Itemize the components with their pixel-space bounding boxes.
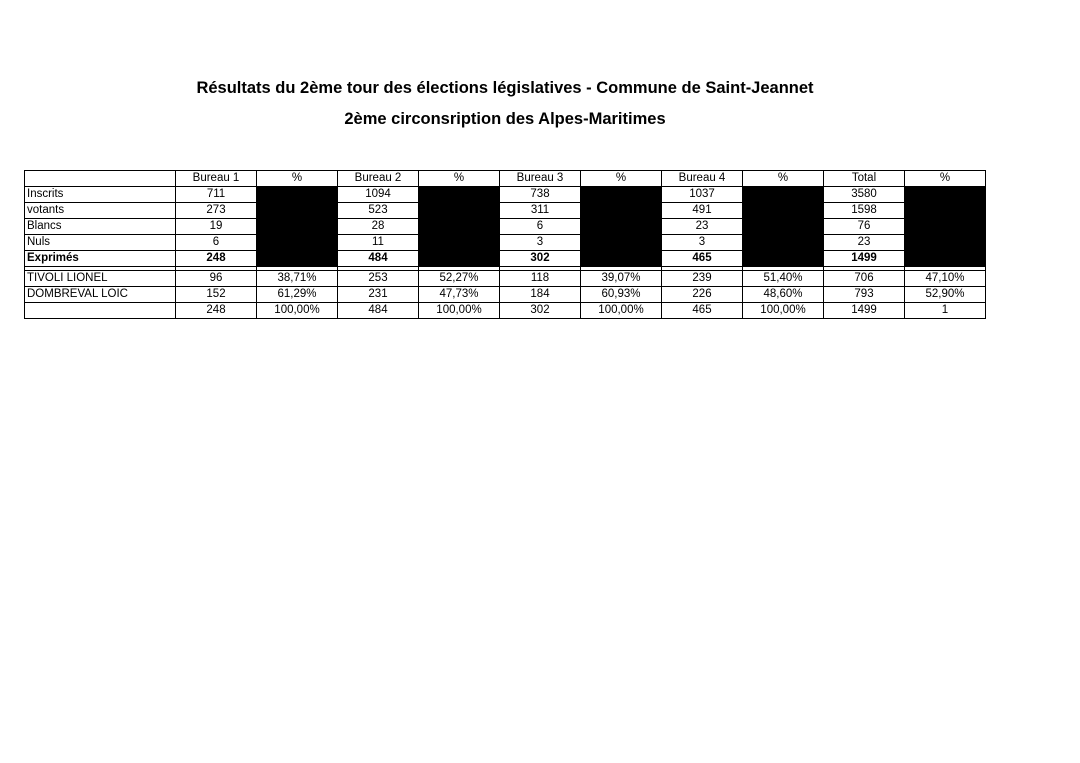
cell-bureau-4: 3 [662, 235, 743, 251]
masked-cell [743, 235, 824, 251]
masked-cell [743, 219, 824, 235]
masked-cell [905, 203, 986, 219]
cell-total: 23 [824, 235, 905, 251]
cell-percent: 60,93% [581, 287, 662, 303]
masked-cell [581, 219, 662, 235]
header-cell-percent: % [743, 171, 824, 187]
cell-percent: 52,27% [419, 271, 500, 287]
row-label: Nuls [25, 235, 176, 251]
row-label: Inscrits [25, 187, 176, 203]
cell-total: 1499 [824, 251, 905, 267]
cell-bureau-4: 465 [662, 303, 743, 319]
cell-percent: 38,71% [257, 271, 338, 287]
cell-bureau-4: 239 [662, 271, 743, 287]
table-row-candidate-dombreval [25, 287, 986, 303]
cell-bureau-3: 302 [500, 251, 581, 267]
cell-bureau-2: 523 [338, 203, 419, 219]
cell-bureau-4: 23 [662, 219, 743, 235]
cell-percent: 47,10% [905, 271, 986, 287]
cell-percent: 100,00% [743, 303, 824, 319]
header-cell-percent: % [257, 171, 338, 187]
masked-cell [257, 187, 338, 203]
row-label: Blancs [25, 219, 176, 235]
cell-percent: 51,40% [743, 271, 824, 287]
masked-cell [581, 251, 662, 267]
table-row-inscrits [25, 187, 986, 203]
header-cell-percent: % [905, 171, 986, 187]
cell-bureau-2: 484 [338, 251, 419, 267]
cell-bureau-1: 96 [176, 271, 257, 287]
cell-bureau-3: 3 [500, 235, 581, 251]
cell-percent: 1 [905, 303, 986, 319]
masked-cell [905, 251, 986, 267]
table-header-row [25, 171, 986, 187]
cell-bureau-3: 311 [500, 203, 581, 219]
cell-bureau-4: 226 [662, 287, 743, 303]
header-cell-percent: % [581, 171, 662, 187]
table-row-sum [25, 303, 986, 319]
cell-bureau-4: 465 [662, 251, 743, 267]
masked-cell [743, 203, 824, 219]
header-cell-total: Total [824, 171, 905, 187]
cell-bureau-1: 248 [176, 303, 257, 319]
cell-bureau-2: 231 [338, 287, 419, 303]
masked-cell [257, 203, 338, 219]
cell-total: 1598 [824, 203, 905, 219]
header-cell-bureau-2: Bureau 2 [338, 171, 419, 187]
row-label [25, 303, 176, 319]
masked-cell [419, 219, 500, 235]
masked-cell [581, 235, 662, 251]
cell-bureau-3: 302 [500, 303, 581, 319]
row-label: Exprimés [25, 251, 176, 267]
cell-total: 793 [824, 287, 905, 303]
header-cell-percent: % [419, 171, 500, 187]
masked-cell [419, 251, 500, 267]
masked-cell [905, 187, 986, 203]
cell-percent: 52,90% [905, 287, 986, 303]
masked-cell [581, 203, 662, 219]
results-table [24, 170, 986, 319]
cell-percent: 48,60% [743, 287, 824, 303]
table-row-votants [25, 203, 986, 219]
cell-bureau-1: 273 [176, 203, 257, 219]
cell-bureau-1: 6 [176, 235, 257, 251]
cell-bureau-2: 484 [338, 303, 419, 319]
cell-total: 76 [824, 219, 905, 235]
header-cell-label [25, 171, 176, 187]
cell-bureau-1: 19 [176, 219, 257, 235]
header-cell-bureau-4: Bureau 4 [662, 171, 743, 187]
table-row-candidate-tivoli [25, 271, 986, 287]
cell-percent: 39,07% [581, 271, 662, 287]
row-label: TIVOLI LIONEL [25, 271, 176, 287]
cell-bureau-2: 28 [338, 219, 419, 235]
cell-total: 706 [824, 271, 905, 287]
cell-percent: 100,00% [419, 303, 500, 319]
cell-bureau-3: 6 [500, 219, 581, 235]
masked-cell [419, 203, 500, 219]
cell-bureau-2: 253 [338, 271, 419, 287]
masked-cell [743, 187, 824, 203]
masked-cell [257, 219, 338, 235]
cell-percent: 61,29% [257, 287, 338, 303]
header-cell-bureau-3: Bureau 3 [500, 171, 581, 187]
cell-total: 3580 [824, 187, 905, 203]
cell-bureau-1: 711 [176, 187, 257, 203]
masked-cell [257, 251, 338, 267]
row-label: votants [25, 203, 176, 219]
cell-percent: 100,00% [257, 303, 338, 319]
cell-percent: 100,00% [581, 303, 662, 319]
cell-bureau-4: 491 [662, 203, 743, 219]
masked-cell [419, 235, 500, 251]
cell-bureau-2: 11 [338, 235, 419, 251]
page-subtitle: 2ème circonsription des Alpes-Maritimes [344, 110, 666, 128]
cell-bureau-3: 738 [500, 187, 581, 203]
cell-bureau-1: 248 [176, 251, 257, 267]
cell-bureau-3: 184 [500, 287, 581, 303]
cell-bureau-4: 1037 [662, 187, 743, 203]
page-title: Résultats du 2ème tour des élections législatives - Commune de Saint-Jeannet [196, 79, 814, 97]
masked-cell [743, 251, 824, 267]
masked-cell [905, 219, 986, 235]
table-row-blancs [25, 219, 986, 235]
cell-percent: 47,73% [419, 287, 500, 303]
cell-bureau-3: 118 [500, 271, 581, 287]
masked-cell [257, 235, 338, 251]
table-row-exprimes [25, 251, 986, 267]
cell-bureau-2: 1094 [338, 187, 419, 203]
cell-bureau-1: 152 [176, 287, 257, 303]
masked-cell [419, 187, 500, 203]
masked-cell [905, 235, 986, 251]
table-row-nuls [25, 235, 986, 251]
cell-total: 1499 [824, 303, 905, 319]
masked-cell [581, 187, 662, 203]
header-cell-bureau-1: Bureau 1 [176, 171, 257, 187]
row-label: DOMBREVAL LOIC [25, 287, 176, 303]
